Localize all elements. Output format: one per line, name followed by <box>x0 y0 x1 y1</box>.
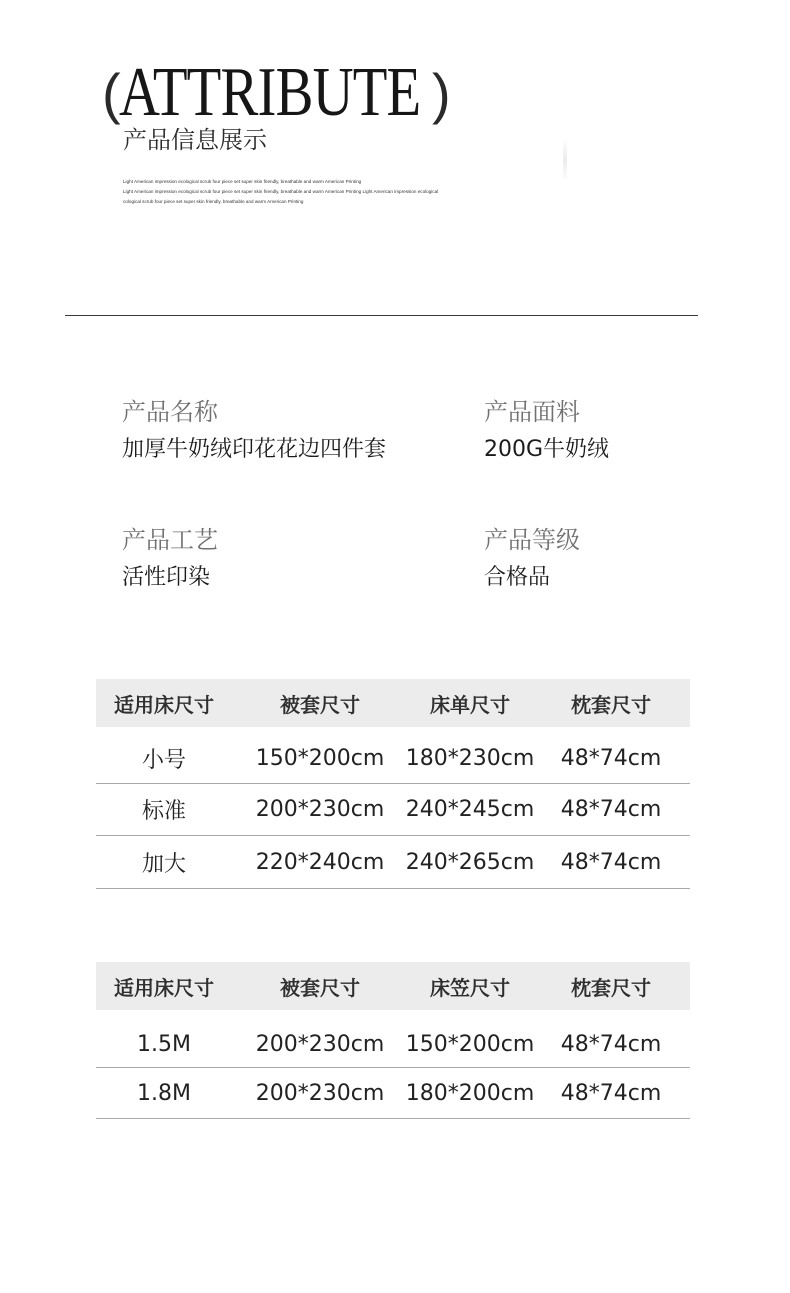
table-row <box>96 784 690 836</box>
info-product-name <box>122 399 386 463</box>
cell-duvet-size: 220*240cm <box>255 849 385 875</box>
cell-duvet-size: 150*200cm <box>255 745 385 771</box>
section-divider <box>65 315 698 316</box>
info-product-fabric <box>484 399 609 463</box>
info-value: 200G牛奶绒 <box>484 437 610 462</box>
info-value: 活性印染 <box>122 565 211 590</box>
cell-bed-size: 1.8M <box>137 1080 191 1106</box>
info-label: 产品等级 <box>484 526 580 554</box>
header-bed-size: 适用床尺寸 <box>114 975 214 1000</box>
page-subtitle: 产品信息展示 <box>123 126 267 154</box>
header-sheet-size: 床单尺寸 <box>430 692 510 717</box>
header-pillowcase-size: 枕套尺寸 <box>571 975 651 1000</box>
table-header-row <box>96 962 690 1010</box>
cell-bed-size: 加大 <box>141 851 186 877</box>
header-bed-size: 适用床尺寸 <box>114 692 214 717</box>
title-bracket-right: ) <box>432 62 451 125</box>
title-bracket-left: ( <box>102 62 121 125</box>
table-row <box>96 1010 690 1068</box>
cell-fitted-sheet-size: 150*200cm <box>405 1031 535 1057</box>
description-line: Light American impression ecological scrub four piece set super skin friendly, breathable and warm American Printing <box>123 179 362 185</box>
cell-duvet-size: 200*230cm <box>255 797 385 822</box>
cell-pillowcase-size: 48*74cm <box>560 849 662 875</box>
cell-bed-size: 1.5M <box>137 1031 191 1057</box>
info-label: 产品名称 <box>122 398 218 426</box>
info-label: 产品面料 <box>484 398 580 426</box>
info-value: 合格品 <box>484 565 551 590</box>
cell-bed-size: 标准 <box>141 799 186 824</box>
size-table-fitted <box>96 962 690 1119</box>
header-duvet-size: 被套尺寸 <box>280 975 360 1000</box>
size-table-sheet <box>96 679 690 889</box>
table-row <box>96 836 690 889</box>
header-fitted-sheet-size: 床笠尺寸 <box>430 975 510 1000</box>
table-header-row <box>96 679 690 727</box>
info-product-craft <box>122 527 218 591</box>
info-product-grade <box>484 527 580 591</box>
table-row <box>96 727 690 784</box>
cell-pillowcase-size: 48*74cm <box>560 1080 662 1106</box>
cell-sheet-size: 180*230cm <box>405 745 535 771</box>
header-pillowcase-size: 枕套尺寸 <box>571 692 651 717</box>
cell-duvet-size: 200*230cm <box>255 1031 385 1057</box>
cell-sheet-size: 240*265cm <box>405 849 535 875</box>
cell-bed-size: 小号 <box>141 747 186 773</box>
cell-pillowcase-size: 48*74cm <box>560 745 662 771</box>
description <box>123 177 483 209</box>
description-line: Light American impression ecological scrub four piece set super skin friendly, breathable and warm American Printing Light American impression ecological <box>123 189 439 195</box>
cell-duvet-size: 200*230cm <box>255 1080 385 1106</box>
cell-pillowcase-size: 48*74cm <box>560 797 662 822</box>
header-duvet-size: 被套尺寸 <box>280 692 360 717</box>
info-value: 加厚牛奶绒印花花边四件套 <box>122 437 387 462</box>
cell-pillowcase-size: 48*74cm <box>560 1031 662 1057</box>
table-row <box>96 1068 690 1119</box>
info-label: 产品工艺 <box>122 526 218 554</box>
cell-fitted-sheet-size: 180*200cm <box>405 1080 535 1106</box>
cell-sheet-size: 240*245cm <box>405 797 535 822</box>
decorative-mark <box>563 138 567 182</box>
page-title: ATTRIBUTE <box>119 54 421 131</box>
description-line: cological scrub four piece set super skin friendly, breathable and warm American Printing <box>123 199 304 205</box>
